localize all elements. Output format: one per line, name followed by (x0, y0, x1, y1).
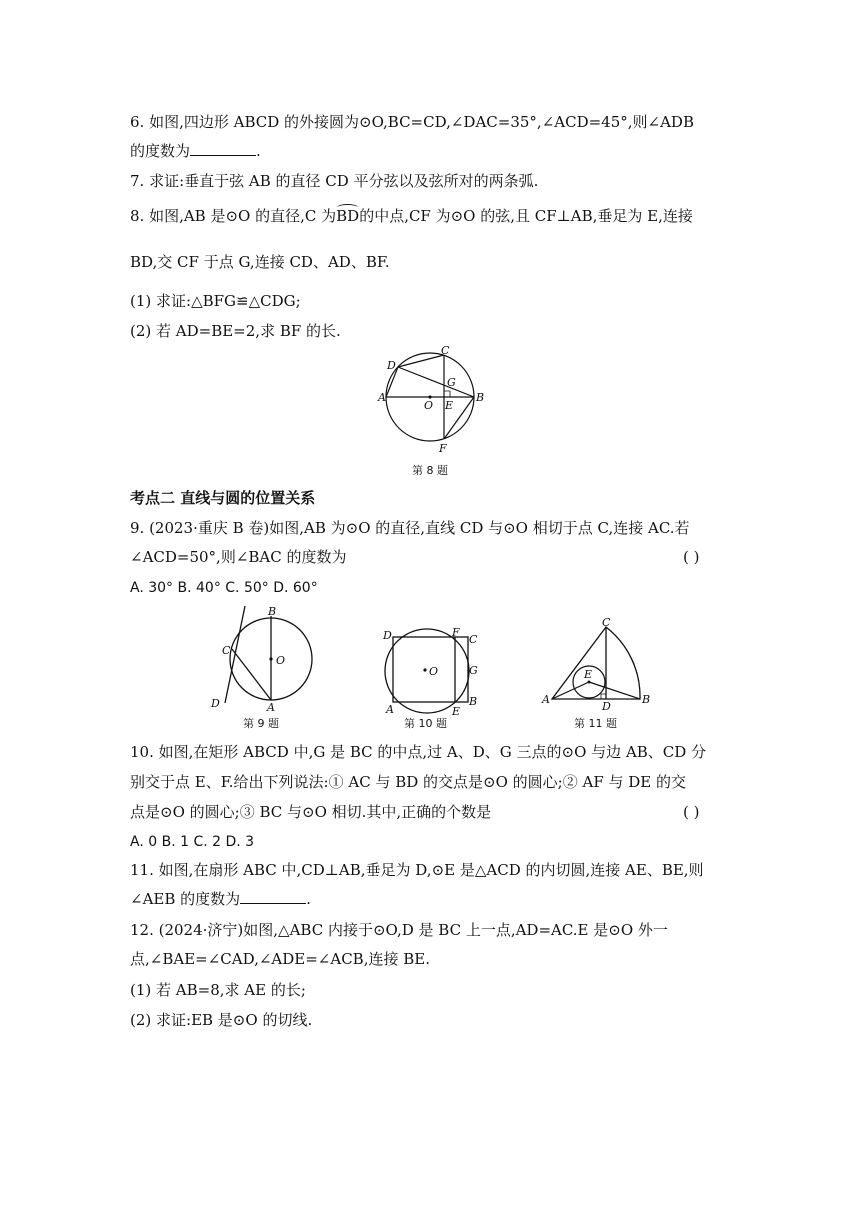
q6-line1: 6. 如图,四边形 ABCD 的外接圆为⊙O,BC=CD,∠DAC=35°,∠ACD=45°,则∠ADB (130, 113, 694, 131)
q6-line2 (130, 141, 261, 161)
q10-answer-paren: ( ) (683, 803, 700, 821)
q6-line2-text: 的度数为 (130, 142, 191, 160)
fig10-label-e: E (452, 705, 461, 717)
q12-part1: (1) 若 AB=8,求 AE 的长; (130, 981, 306, 999)
q8-line1-start: 8. 如图,AB 是⊙O 的直径,C 为 (130, 207, 337, 225)
q12-line2: 点,∠BAE=∠CAD,∠ADE=∠ACB,连接 BE. (130, 950, 430, 968)
q8-part2: (2) 若 AD=BE=2,求 BF 的长. (130, 322, 341, 340)
fig8-label-o: O (424, 399, 434, 412)
q11-answer-blank (240, 889, 306, 904)
q9-line2: ∠ACD=50°,则∠BAC 的度数为 (130, 548, 347, 566)
q6-line2-end: . (256, 142, 261, 160)
fig8-label-g: G (447, 376, 456, 389)
fig10-circle (385, 629, 469, 713)
fig9-label-o: O (276, 654, 286, 667)
fig9-label-a: A (267, 701, 275, 713)
figure-11 (540, 617, 660, 712)
fig10-label-a: A (386, 703, 394, 716)
fig11-label-c: C (602, 617, 611, 629)
fig10-label-f: F (452, 627, 460, 639)
q11-line2-end: . (306, 890, 311, 908)
fig8-caption: 第 8 题 (412, 464, 448, 477)
q11-line2 (130, 889, 311, 909)
q10-line3: 点是⊙O 的圆心;③ BC 与⊙O 相切.其中,正确的个数是 (130, 803, 492, 821)
q9-line1: 9. (2023·重庆 B 卷)如图,AB 为⊙O 的直径,直线 CD 与⊙O 相切于点 C,连接 AC.若 (130, 519, 690, 537)
fig9-label-b: B (268, 605, 277, 618)
q6-answer-blank (190, 141, 256, 156)
q8-line1 (130, 206, 693, 226)
fig9-caption: 第 9 题 (243, 717, 279, 730)
q10-line1: 10. 如图,在矩形 ABCD 中,G 是 BC 的中点,过 A、D、G 三点的⊙O 与边 AB、CD 分 (130, 743, 707, 761)
fig10-label-g: G (469, 664, 478, 677)
fig10-label-o: O (429, 665, 439, 678)
fig10-label-c: C (469, 633, 478, 646)
fig8-label-d: D (387, 359, 396, 372)
figure-9 (205, 603, 320, 713)
fig11-sector (552, 627, 640, 699)
figure-10 (380, 627, 480, 717)
q12-part2: (2) 求证:EB 是⊙O 的切线. (130, 1011, 313, 1029)
fig11-label-b: B (642, 693, 651, 706)
q12-line1: 12. (2024·济宁)如图,△ABC 内接于⊙O,D 是 BC 上一点,AD=AC.E 是⊙O 外一 (130, 921, 668, 939)
q9-options: A. 30° B. 40° C. 50° D. 60° (130, 580, 318, 596)
fig11-label-d: D (602, 700, 611, 712)
fig9-label-c: C (222, 644, 231, 657)
q8-part1: (1) 求证:△BFG≌△CDG; (130, 292, 301, 310)
fig10-caption: 第 10 题 (404, 717, 447, 730)
q8-line2: BD,交 CF 于点 G,连接 CD、AD、BF. (130, 253, 390, 271)
fig11-label-a: A (542, 693, 550, 706)
fig8-label-a: A (378, 391, 386, 404)
fig8-label-b: B (476, 391, 485, 404)
fig10-label-d: D (383, 629, 392, 642)
q11-line1: 11. 如图,在扇形 ABC 中,CD⊥AB,垂足为 D,⊙E 是△ACD 的内切圆,连接 AE、BE,则 (130, 861, 704, 879)
fig10-label-b: B (469, 695, 478, 708)
fig9-label-d: D (211, 697, 220, 710)
q9-answer-paren: ( ) (683, 548, 700, 566)
fig8-right-angle (444, 391, 450, 397)
fig8-chord-bd (398, 367, 474, 397)
fig9-center (269, 657, 272, 660)
fig8-label-f: F (439, 442, 447, 455)
fig8-label-c: C (441, 345, 450, 357)
q8-line1-end: 的中点,CF 为⊙O 的弦,且 CF⊥AB,垂足为 E,连接 (359, 207, 693, 225)
q8-arc-bd: BD (336, 207, 360, 225)
fig11-label-e: E (584, 668, 593, 681)
fig10-center (423, 668, 426, 671)
q10-line2: 别交于点 E、F.给出下列说法:① AC 与 BD 的交点是⊙O 的圆心;② AF 与 DE 的交 (130, 773, 687, 791)
fig9-chord-ac (232, 649, 271, 700)
q10-options: A. 0 B. 1 C. 2 D. 3 (130, 834, 255, 850)
q11-line2-text: ∠AEB 的度数为 (130, 890, 241, 908)
q7-line1: 7. 求证:垂直于弦 AB 的直径 CD 平分弦以及弦所对的两条弧. (130, 172, 539, 190)
fig8-label-e: E (445, 399, 454, 412)
fig11-right-angle (601, 694, 606, 699)
figure-8 (375, 345, 495, 455)
section-heading: 考点二 直线与圆的位置关系 (130, 489, 316, 507)
fig11-caption: 第 11 题 (574, 717, 617, 730)
